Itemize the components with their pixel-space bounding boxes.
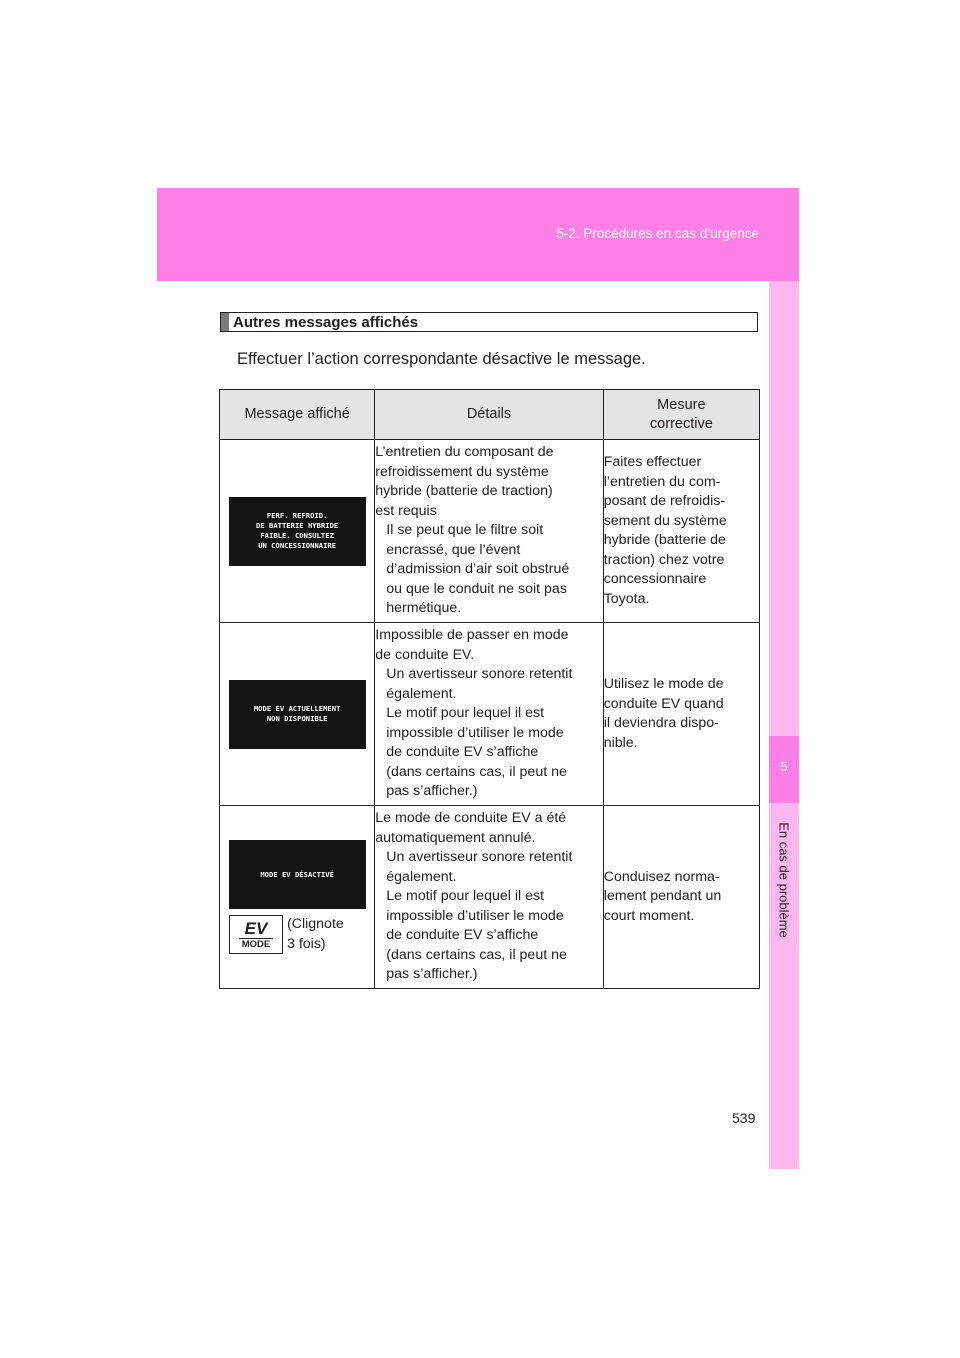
message-cell bbox=[220, 440, 375, 623]
header-band bbox=[157, 188, 799, 281]
header-action-line2: corrective bbox=[649, 415, 713, 432]
details-line: (dans certains cas, il peut ne bbox=[386, 763, 567, 780]
details-line: impossible d’utiliser le mode bbox=[386, 907, 564, 924]
action-line: Utilisez le mode de bbox=[603, 676, 724, 692]
section-heading bbox=[220, 312, 758, 332]
table-row bbox=[220, 806, 760, 989]
heading-title: Autres messages affichés bbox=[233, 314, 419, 331]
action-cell bbox=[603, 440, 759, 623]
ev-icon-text: EV bbox=[244, 918, 268, 938]
ev-indicator-row bbox=[220, 915, 374, 954]
blink-note bbox=[287, 915, 344, 954]
action-cell bbox=[603, 806, 759, 989]
details-line: également. bbox=[386, 868, 457, 885]
action-line: nible. bbox=[603, 734, 638, 751]
section-title: 5-2. Procédures en cas d’urgence bbox=[556, 226, 759, 241]
details-line: encrassé, que l’évent bbox=[386, 541, 521, 558]
action-line: Faites effectuer bbox=[603, 454, 702, 470]
display-screen bbox=[229, 840, 366, 909]
action-line: il deviendra dispo- bbox=[603, 715, 719, 731]
details-line: hybride (batterie de traction) bbox=[375, 483, 553, 500]
screen-line: MODE EV DÉSACTIVÉ bbox=[260, 869, 334, 879]
mode-icon-text: MODE bbox=[239, 938, 274, 950]
details-line: impossible d’utiliser le mode bbox=[386, 724, 564, 741]
display-screen bbox=[229, 680, 366, 749]
action-line: court moment. bbox=[603, 907, 695, 924]
screen-line: NON DISPONIBLE bbox=[266, 714, 328, 723]
action-line: l’entretien du com- bbox=[603, 473, 721, 490]
details-cell bbox=[375, 623, 603, 806]
action-line: Conduisez norma- bbox=[603, 868, 720, 885]
page-number: 539 bbox=[732, 1110, 756, 1126]
details-line: ou que le conduit ne soit pas bbox=[386, 580, 567, 597]
details-cell bbox=[375, 440, 603, 623]
heading-marker bbox=[221, 313, 229, 331]
message-cell bbox=[220, 623, 375, 806]
blink-line: 3 fois) bbox=[287, 935, 326, 952]
blink-line: (Clignote bbox=[287, 916, 344, 932]
details-line: est requis bbox=[375, 502, 437, 519]
action-line: posant de refroidis- bbox=[603, 493, 726, 509]
screen-line: UN CONCESSIONNAIRE bbox=[258, 541, 337, 550]
chapter-label: En cas de problème bbox=[776, 822, 792, 938]
message-cell bbox=[220, 806, 375, 989]
table-row bbox=[220, 623, 760, 806]
details-line: (dans certains cas, il peut ne bbox=[386, 946, 567, 963]
details-line: automatiquement annulé. bbox=[375, 829, 536, 846]
details-line: Il se peut que le filtre soit bbox=[386, 522, 544, 539]
screen-line: FAIBLE. CONSULTEZ bbox=[260, 531, 334, 540]
chapter-number: 5 bbox=[780, 759, 788, 774]
details-line: pas s’afficher.) bbox=[386, 783, 478, 800]
action-line: traction) chez votre bbox=[603, 551, 725, 568]
details-line: Le motif pour lequel il est bbox=[386, 705, 545, 722]
details-line: L’entretien du composant de bbox=[375, 444, 554, 461]
details-line: pas s’afficher.) bbox=[386, 966, 478, 983]
details-line: hermétique. bbox=[386, 600, 462, 617]
action-line: conduite EV quand bbox=[603, 695, 724, 712]
details-line: Impossible de passer en mode bbox=[375, 627, 569, 644]
messages-table bbox=[219, 389, 760, 989]
action-line: lement pendant un bbox=[603, 888, 722, 905]
ev-mode-icon bbox=[229, 915, 283, 954]
details-line: Le mode de conduite EV a été bbox=[375, 810, 567, 827]
action-line: sement du système bbox=[603, 512, 727, 529]
intro-text: Effectuer l’action correspondante désactive le message. bbox=[237, 350, 646, 368]
details-line: de conduite EV s’affiche bbox=[386, 927, 539, 944]
details-line: de conduite EV s’affiche bbox=[386, 744, 539, 761]
details-line: Le motif pour lequel il est bbox=[386, 888, 545, 905]
action-cell bbox=[603, 623, 759, 806]
table-row bbox=[220, 440, 760, 623]
action-line: hybride (batterie de bbox=[603, 532, 726, 548]
action-line: Toyota. bbox=[603, 590, 650, 607]
header-message: Message affiché bbox=[220, 390, 375, 440]
display-screen bbox=[229, 497, 366, 566]
details-line: refroidissement du système bbox=[375, 463, 549, 480]
screen-line: MODE EV ACTUELLEMENT bbox=[253, 704, 341, 713]
side-tab-strip bbox=[769, 281, 799, 1169]
screen-line: PERF. REFROID. bbox=[266, 511, 328, 520]
details-line: Un avertisseur sonore retentit bbox=[386, 849, 573, 866]
details-cell bbox=[375, 806, 603, 989]
details-line: Un avertisseur sonore retentit bbox=[386, 666, 573, 683]
header-details: Détails bbox=[375, 390, 603, 440]
details-line: de conduite EV. bbox=[375, 646, 475, 663]
header-action-line1: Mesure bbox=[657, 396, 706, 413]
screen-line: DE BATTERIE HYBRIDE bbox=[256, 521, 339, 530]
action-line: concessionnaire bbox=[603, 571, 707, 587]
details-line: d’admission d’air soit obstrué bbox=[386, 561, 570, 578]
chapter-tab[interactable] bbox=[769, 736, 799, 803]
header-action bbox=[603, 390, 759, 440]
table-header-row bbox=[220, 390, 760, 440]
details-line: également. bbox=[386, 685, 457, 702]
